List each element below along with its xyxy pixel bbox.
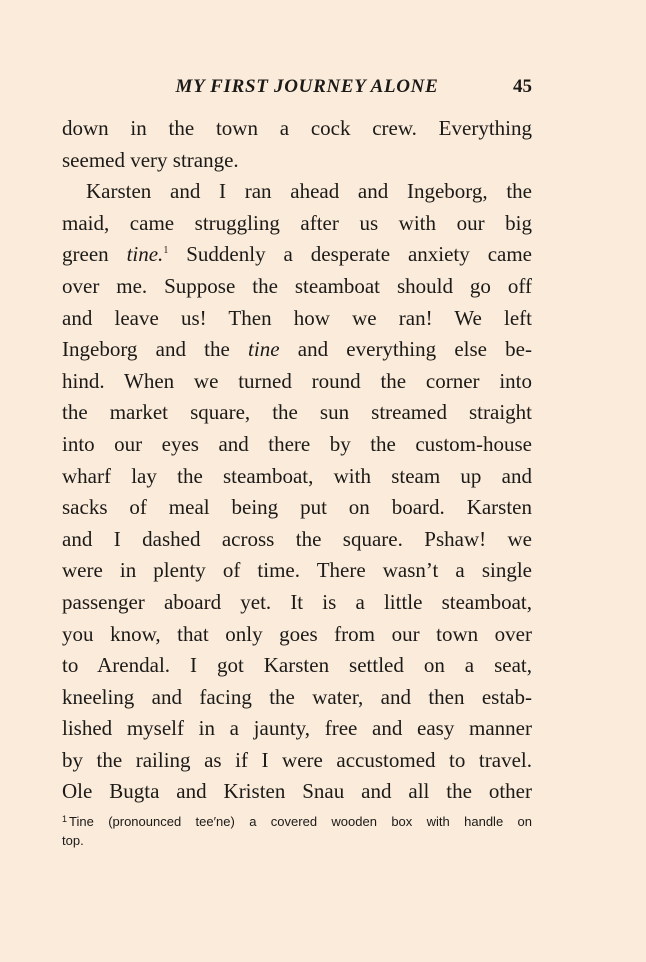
text-line: maid, came struggling after us with our big [62, 210, 532, 235]
text-line: hind. When we turned round the corner into [62, 368, 532, 393]
text-line: by the railing as if I were accustomed to travel. [62, 747, 532, 772]
text-line: and I dashed across the square. Pshaw! we [62, 526, 532, 551]
running-title: MY FIRST JOURNEY ALONE [175, 76, 439, 97]
footnote-text: Tine (pronounced tee′ne) a covered wooden box with handle on [69, 814, 532, 829]
text-line: passenger aboard yet. It is a little steamboat, [62, 589, 532, 614]
italic-word-tine: tine [248, 337, 280, 362]
text-line: Karsten and I ran ahead and Ingeborg, the [86, 179, 532, 204]
page-number: 45 [513, 76, 532, 97]
text-line [62, 334, 532, 366]
text-run: Suddenly a desperate anxiety came [168, 242, 532, 267]
text-line: to Arendal. I got Karsten settled on a seat, [62, 653, 532, 678]
running-head [62, 74, 532, 100]
footnote-reference: 1 [163, 245, 169, 257]
text-line: over me. Suppose the steamboat should go off [62, 273, 532, 298]
text-line: Ole Bugta and Kristen Snau and all the other [62, 779, 532, 804]
text-line: the market square, the sun streamed straight [62, 400, 532, 425]
italic-word-tine: tine. [126, 242, 164, 267]
body-text [62, 113, 532, 808]
footnote-line: top. [62, 833, 84, 848]
text-line: were in plenty of time. There wasn’t a single [62, 558, 532, 583]
footnote-marker: 1 [62, 814, 68, 824]
text-line: and leave us! Then how we ran! We left [62, 305, 532, 330]
text-run: green [62, 242, 127, 267]
text-line: lished myself in a jaunty, free and easy manner [62, 716, 532, 741]
footnote [62, 810, 532, 850]
text-run: Ingeborg and the [62, 337, 249, 362]
text-line: sacks of meal being put on board. Karsten [62, 495, 532, 520]
text-line: kneeling and facing the water, and then estab- [62, 684, 532, 709]
text-line [62, 239, 532, 271]
text-run: and everything else be- [279, 337, 532, 362]
text-line: seemed very strange. [62, 147, 239, 172]
text-line: wharf lay the steamboat, with steam up and [62, 463, 532, 488]
text-line: into our eyes and there by the custom-house [62, 431, 532, 456]
text-line: you know, that only goes from our town over [62, 621, 532, 646]
text-line: down in the town a cock crew. Everything [62, 116, 532, 140]
footnote-line [62, 810, 532, 831]
